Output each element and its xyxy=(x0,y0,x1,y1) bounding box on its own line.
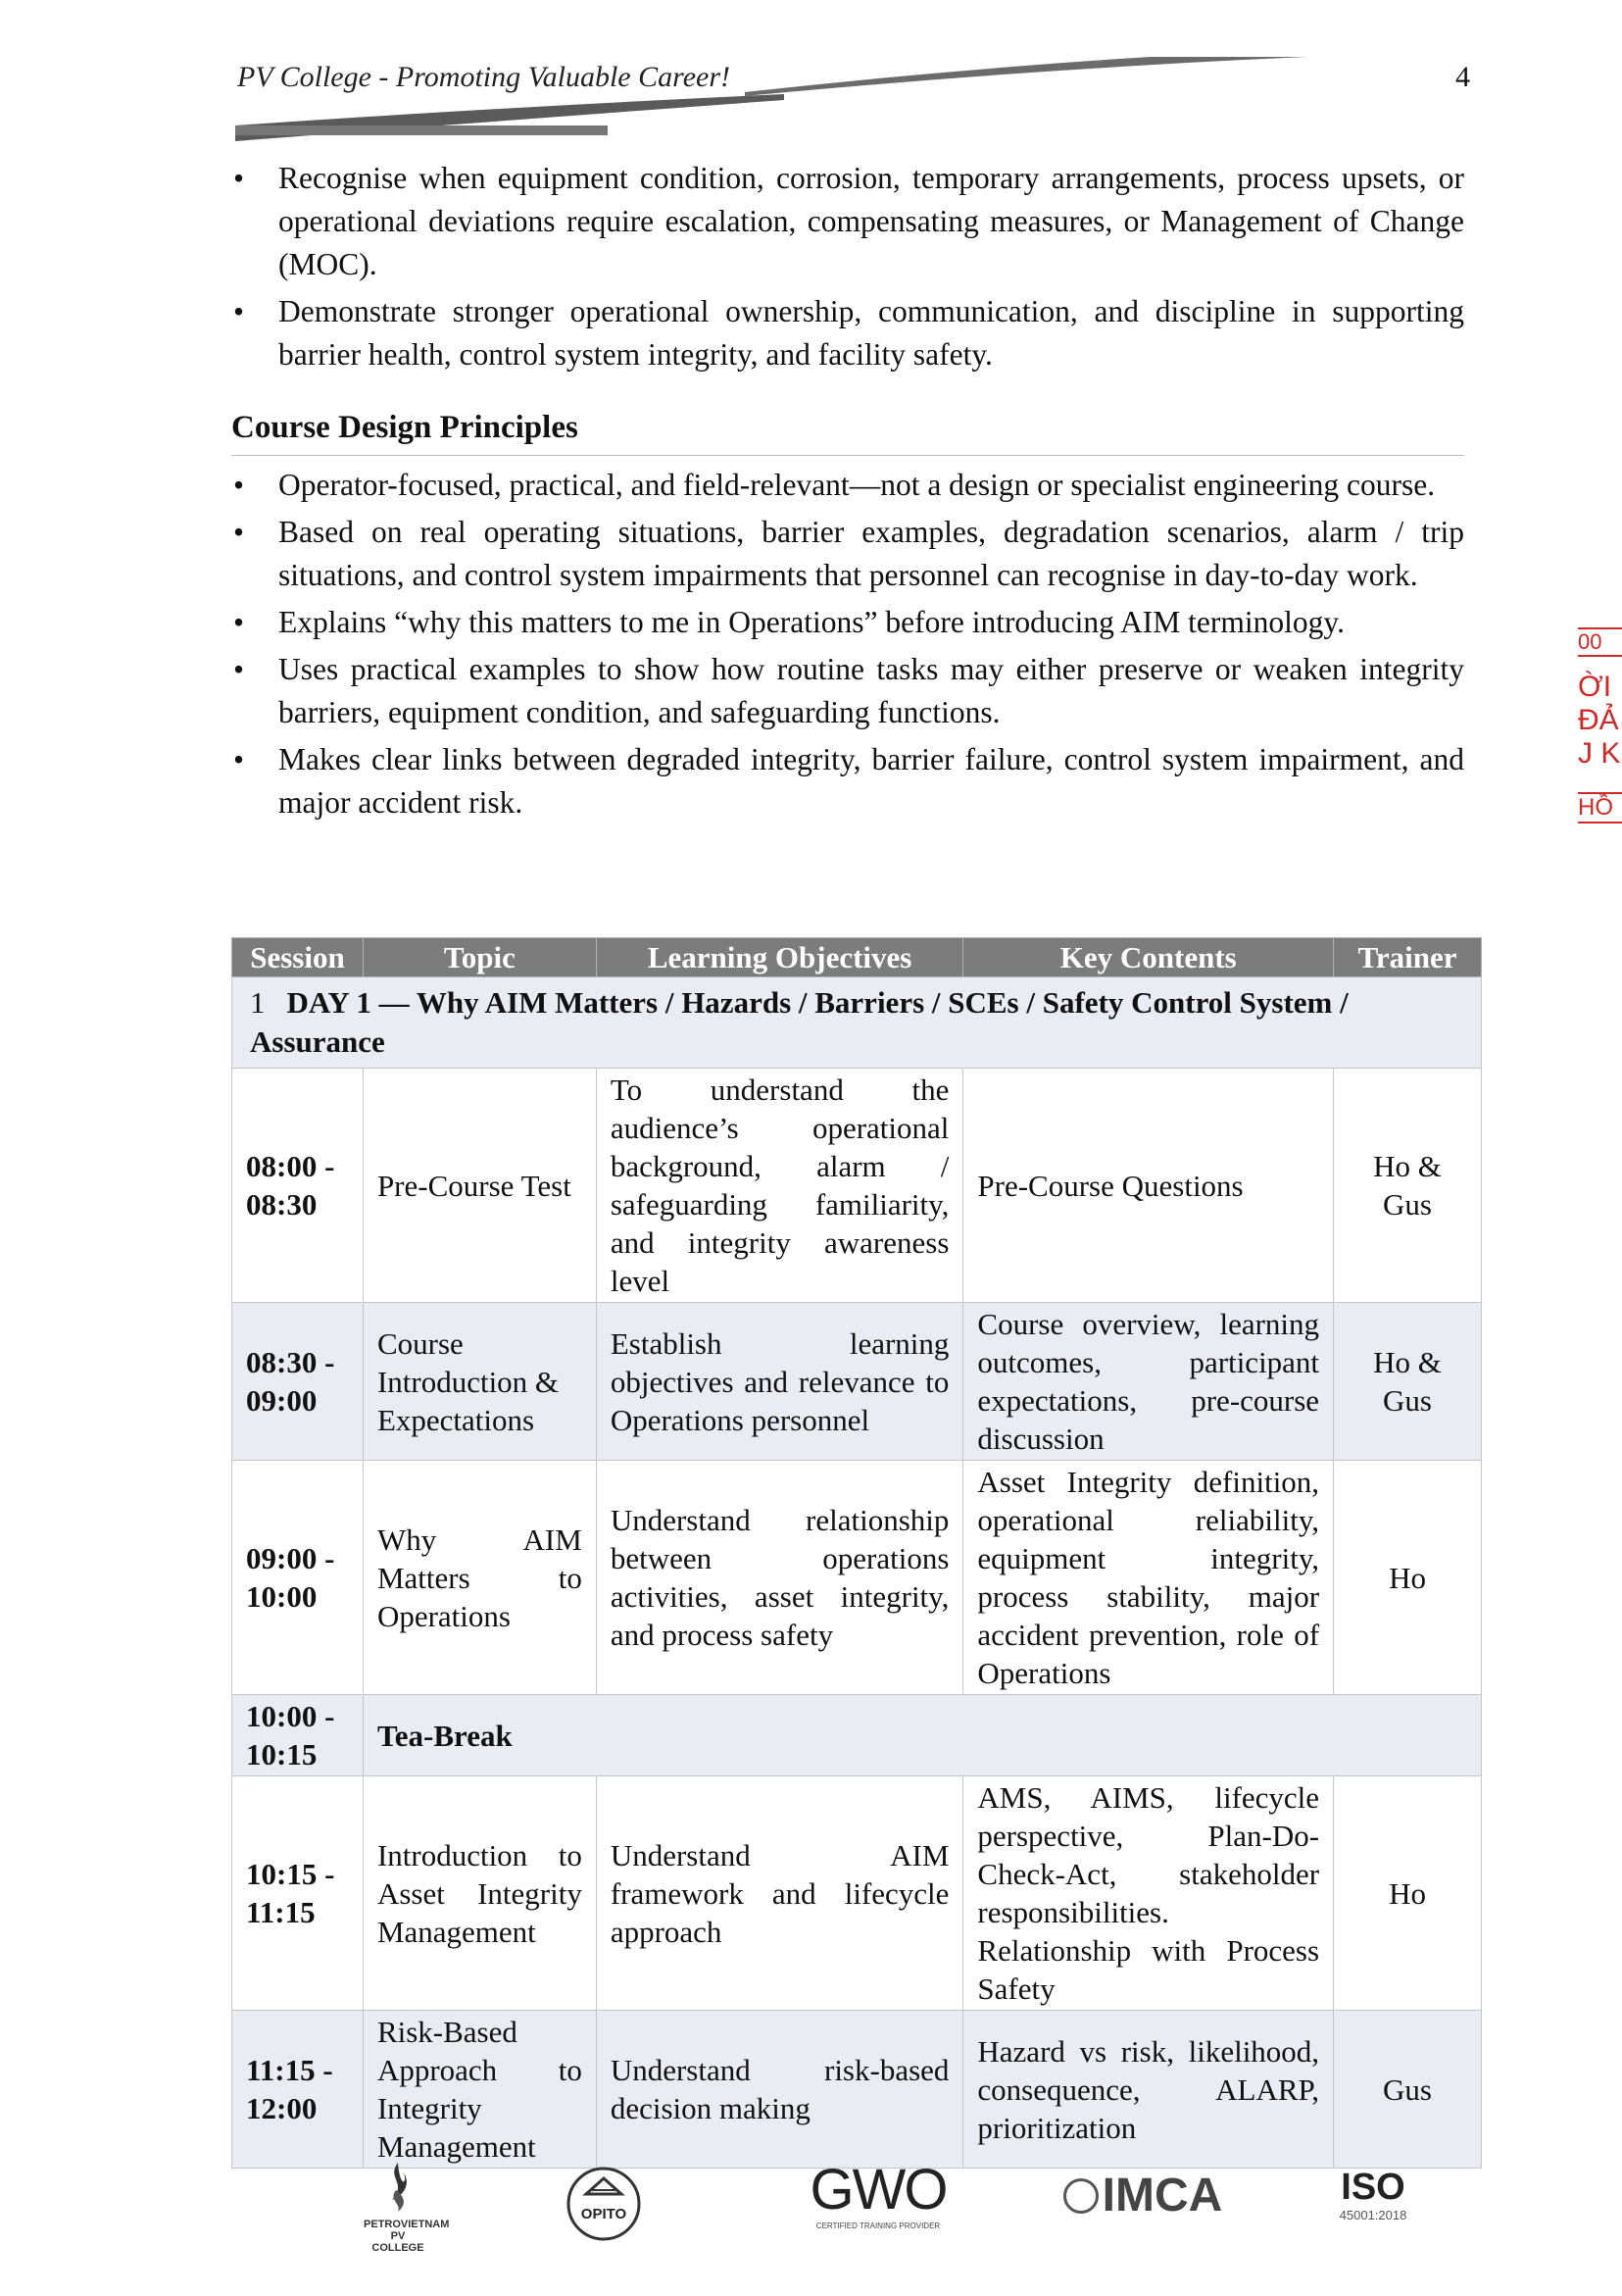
footer-logos xyxy=(231,2157,1482,2265)
day-heading xyxy=(232,977,1482,1069)
table-row xyxy=(232,2011,1482,2169)
list-item: • Explains “why this matters to me in Operations” before introducing AIM terminology. xyxy=(231,601,1464,644)
learning-objectives: Understand AIM framework and lifecycle approach xyxy=(596,1776,963,2011)
column-header: Key Contents xyxy=(963,938,1334,977)
learning-objectives: Establish learning objectives and relevance to Operations personnel xyxy=(596,1303,963,1461)
topic: Why AIM Matters to Operations xyxy=(363,1461,596,1695)
key-contents: Course overview, learning outcomes, participant expectations, pre-course discussion xyxy=(963,1303,1334,1461)
column-header: Topic xyxy=(363,938,596,977)
iso-logo-text: ISO xyxy=(1341,2167,1405,2208)
page-content xyxy=(231,157,1464,828)
opito-logo-text: OPITO xyxy=(580,2206,627,2222)
learning-objectives: To understand the audience’s operational background, alarm / safeguarding familiarity, and integrity awareness level xyxy=(596,1069,963,1303)
learning-objectives: Understand risk-based decision making xyxy=(596,2011,963,2169)
page-number: 4 xyxy=(1455,61,1470,93)
official-stamp-fragment xyxy=(1578,627,1622,902)
table-row xyxy=(232,1069,1482,1303)
iso-logo xyxy=(1319,2167,1427,2222)
trainer: Ho xyxy=(1334,1776,1482,2011)
petrovietnam-logo-text: PETROVIETNAM PV COLLEGE xyxy=(364,2219,450,2254)
topic: Introduction to Asset Integrity Management xyxy=(363,1776,596,2011)
topic: Pre-Course Test xyxy=(363,1069,596,1303)
list-item: • Based on real operating situations, barrier examples, degradation scenarios, alarm / trip situations, and control system impairments that personnel can recognise in day-to-day work. xyxy=(231,511,1464,597)
design-principles-list xyxy=(231,464,1464,824)
imca-logo-text: IMCA xyxy=(1102,2170,1223,2221)
table-header-row xyxy=(232,938,1482,977)
table-row xyxy=(232,1776,1482,2011)
day-number: 1 xyxy=(250,985,266,1020)
trainer: Ho & Gus xyxy=(1334,1069,1482,1303)
opito-emblem-icon xyxy=(565,2165,643,2243)
list-item: • Makes clear links between degraded integrity, barrier failure, control system impairment, and major accident risk. xyxy=(231,738,1464,824)
trainer: Ho & Gus xyxy=(1334,1303,1482,1461)
page-header xyxy=(235,57,1470,98)
session-time: 10:15 - 11:15 xyxy=(232,1776,364,2011)
opito-logo xyxy=(565,2165,643,2243)
stamp-text: ĐẢ xyxy=(1578,704,1619,736)
list-item: • Operator-focused, practical, and field-relevant—not a design or specialist engineering course. xyxy=(231,464,1464,507)
flame-icon xyxy=(378,2161,418,2214)
topic: Risk-Based Approach to Integrity Management xyxy=(363,2011,596,2169)
column-header: Session xyxy=(232,938,364,977)
objectives-list-continued xyxy=(231,157,1464,376)
list-item: • Recognise when equipment condition, corrosion, temporary arrangements, process upsets, or operational deviations require escalation, compensating measures, or Management of Change (MOC). xyxy=(231,157,1464,286)
session-time: 08:00 - 08:30 xyxy=(232,1069,364,1303)
column-header: Learning Objectives xyxy=(596,938,963,977)
break-label: Tea-Break xyxy=(363,1695,1481,1776)
iso-logo-subtitle: 45001:2018 xyxy=(1339,2208,1407,2222)
gwo-logo-text: GWO xyxy=(810,2158,947,2221)
trainer: Ho xyxy=(1334,1461,1482,1695)
topic: Course Introduction & Expectations xyxy=(363,1303,596,1461)
session-time: 11:15 - 12:00 xyxy=(232,2011,364,2169)
table-row-break xyxy=(232,1695,1482,1776)
key-contents: Pre-Course Questions xyxy=(963,1069,1334,1303)
gwo-logo xyxy=(780,2159,976,2230)
petrovietnam-logo xyxy=(329,2161,467,2254)
day-label: DAY 1 — Why AIM Matters / Hazards / Barriers / SCEs / Safety Control System / Assurance xyxy=(250,985,1349,1059)
day-row xyxy=(232,977,1482,1069)
section-title: Course Design Principles xyxy=(231,406,1464,456)
key-contents: Hazard vs risk, likelihood, consequence, ALARP, prioritization xyxy=(963,2011,1334,2169)
gwo-logo-subtitle: CERTIFIED TRAINING PROVIDER xyxy=(815,2221,941,2230)
key-contents: AMS, AIMS, lifecycle perspective, Plan-Do-Check-Act, stakeholder responsibilities. Relationship with Process Safety xyxy=(963,1776,1334,2011)
globe-icon xyxy=(1063,2178,1099,2214)
column-header: Trainer xyxy=(1334,938,1482,977)
table-row xyxy=(232,1461,1482,1695)
session-time: 08:30 - 09:00 xyxy=(232,1303,364,1461)
imca-logo xyxy=(1045,2169,1241,2222)
trainer: Gus xyxy=(1334,2011,1482,2169)
header-title: PV College - Promoting Valuable Career! xyxy=(237,61,730,93)
stamp-text: HỒ xyxy=(1578,792,1622,824)
stamp-text: J K xyxy=(1578,737,1621,770)
stamp-text: ỜI xyxy=(1578,671,1612,703)
learning-objectives: Understand relationship between operations activities, asset integrity, and process safety xyxy=(596,1461,963,1695)
list-item: • Demonstrate stronger operational ownership, communication, and discipline in supporting barrier health, control system integrity, and facility safety. xyxy=(231,290,1464,376)
table-row xyxy=(232,1303,1482,1461)
session-time: 09:00 - 10:00 xyxy=(232,1461,364,1695)
stamp-text: 00 xyxy=(1578,627,1622,657)
session-time: 10:00 - 10:15 xyxy=(232,1695,364,1776)
key-contents: Asset Integrity definition, operational reliability, equipment integrity, process stability, major accident prevention, role of Operations xyxy=(963,1461,1334,1695)
list-item: • Uses practical examples to show how routine tasks may either preserve or weaken integrity barriers, equipment condition, and safeguarding functions. xyxy=(231,648,1464,734)
course-schedule-table xyxy=(231,937,1482,2169)
